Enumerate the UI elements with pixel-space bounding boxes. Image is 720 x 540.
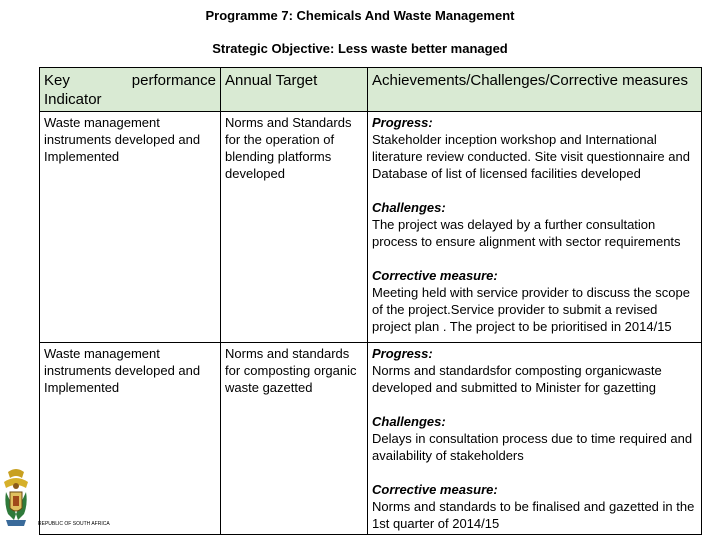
header-kpi-word1: Key [44, 72, 70, 89]
corrective-label: Corrective measure: [372, 482, 498, 497]
kpi-cell: Waste management instruments developed and Implemented [40, 343, 221, 535]
coat-of-arms-icon [0, 468, 140, 530]
challenges-label: Challenges: [372, 414, 446, 429]
header-annual-target: Annual Target [221, 68, 368, 112]
target-cell: Norms and standards for composting organic waste gazetted [221, 343, 368, 535]
table-row [40, 112, 702, 343]
header-kpi-word2: performance [131, 72, 216, 89]
progress-label: Progress: [372, 115, 433, 130]
achievements-cell [368, 112, 702, 343]
strategic-objective: Strategic Objective: Less waste better managed [212, 41, 508, 56]
table-header-row [40, 68, 702, 112]
crest-caption: REPUBLIC OF SOUTH AFRICA [38, 521, 110, 527]
corrective-text: Meeting held with service provider to discuss the scope of the project.Service provider to submit a revised project plan . The project to be prioritised in 2014/15 [372, 285, 690, 334]
header-achievements: Achievements/Challenges/Corrective measures [368, 68, 702, 112]
achievements-cell [368, 343, 702, 535]
header-kpi [40, 68, 221, 112]
challenges-text: Delays in consultation process due to time required and availability of stakeholders [372, 431, 693, 463]
progress-label: Progress: [372, 346, 433, 361]
header-kpi-word3: Indicator [44, 91, 102, 108]
progress-text: Stakeholder inception workshop and International literature review conducted. Site visit questionnaire and Database of list of licensed facilities developed [372, 132, 690, 181]
corrective-text: Norms and standards to be finalised and gazetted in the 1st quarter of 2014/15 [372, 499, 695, 531]
performance-table [39, 67, 702, 535]
target-cell: Norms and Standards for the operation of blending platforms developed [221, 112, 368, 343]
progress-text: Norms and standardsfor composting organicwaste developed and submitted to Minister for gazetting [372, 363, 662, 395]
challenges-label: Challenges: [372, 200, 446, 215]
crest-emblem [4, 469, 28, 526]
programme-title: Programme 7: Chemicals And Waste Management [205, 8, 515, 23]
corrective-label: Corrective measure: [372, 268, 498, 283]
challenges-text: The project was delayed by a further consultation process to ensure alignment with sector requirements [372, 217, 681, 249]
kpi-cell: Waste management instruments developed and Implemented [40, 112, 221, 343]
